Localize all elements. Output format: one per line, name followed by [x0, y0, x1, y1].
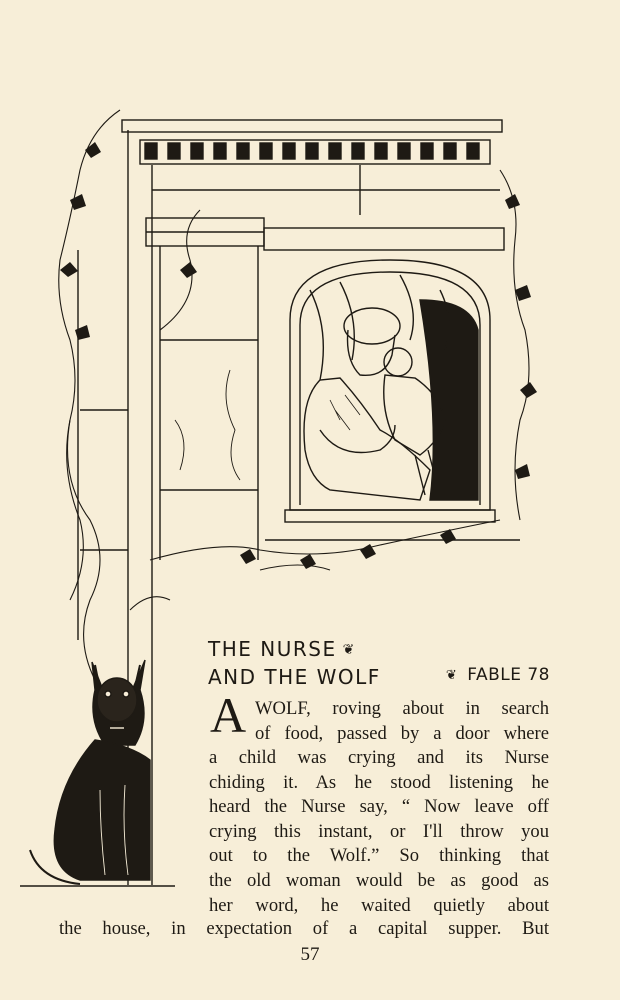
- text-line: chiding it. As he stood listening he: [209, 771, 549, 793]
- body-text-full-width: [59, 917, 549, 942]
- window-lintel: [264, 228, 504, 250]
- text-line: WOLF, roving about in search: [255, 698, 549, 719]
- body-text-indented: [255, 697, 549, 746]
- dentils: [145, 143, 479, 159]
- fable-number: FABLE 78: [467, 665, 550, 685]
- title-line-1: THE NURSE: [208, 637, 337, 661]
- window-sill: [285, 510, 495, 522]
- title-ornament-1: ❦: [342, 642, 356, 658]
- fable-title: [208, 636, 381, 691]
- body-text: [209, 746, 549, 918]
- cornice-top: [122, 120, 502, 132]
- wolf-figure: [30, 660, 150, 884]
- text-line: heard the Nurse say, “ Now leave off: [209, 796, 549, 818]
- text-line: the house, in expectation of a capital supper. But: [59, 918, 549, 939]
- drop-cap: A: [210, 687, 247, 743]
- page-number: 57: [300, 944, 320, 965]
- text-line: crying this instant, or I'll throw you: [209, 820, 549, 842]
- text-line: out to the Wolf.” So thinking that: [209, 845, 549, 867]
- title-line-2: AND THE WOLF: [208, 665, 381, 689]
- fable-number-label: [446, 665, 550, 685]
- text-line: of food, passed by a door where: [255, 722, 549, 744]
- wall-crack: [226, 370, 240, 480]
- title-ornament-2: ❦: [445, 668, 458, 683]
- text-line: a child was crying and its Nurse: [209, 747, 549, 768]
- text-line: her word, he waited quietly about: [209, 894, 549, 916]
- text-line: the old woman would be as good as: [209, 869, 549, 891]
